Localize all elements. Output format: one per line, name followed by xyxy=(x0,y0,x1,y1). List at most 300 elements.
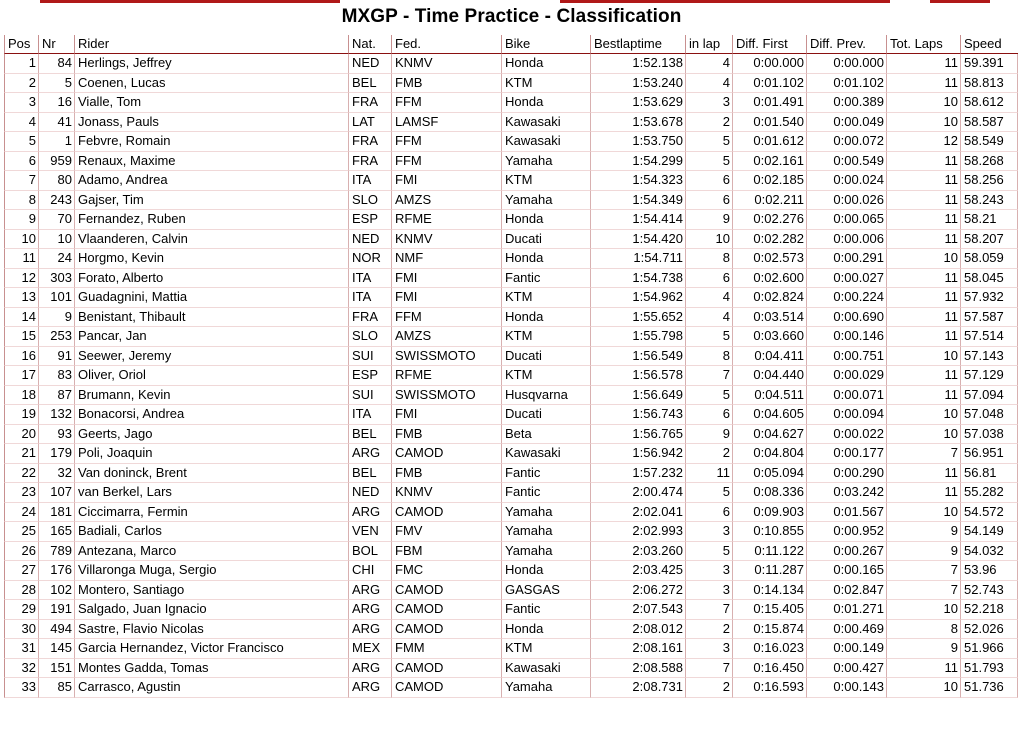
cell-nat: ITA xyxy=(348,405,391,425)
cell-in-lap: 3 xyxy=(685,93,732,113)
cell-rider: Adamo, Andrea xyxy=(74,171,348,191)
cell-diff-first: 0:01.540 xyxy=(732,113,806,133)
cell-bestlaptime: 1:53.750 xyxy=(590,132,685,152)
table-row xyxy=(4,581,1018,601)
cell-rider: Geerts, Jago xyxy=(74,425,348,445)
cell-speed: 52.743 xyxy=(960,581,1018,601)
cell-rider: Renaux, Maxime xyxy=(74,152,348,172)
cell-bike: Fantic xyxy=(501,600,590,620)
cell-diff-first: 0:16.450 xyxy=(732,659,806,679)
cell-diff-prev: 0:00.065 xyxy=(806,210,886,230)
cell-bestlaptime: 1:55.798 xyxy=(590,327,685,347)
cell-nr: 243 xyxy=(38,191,74,211)
cell-diff-first: 0:02.276 xyxy=(732,210,806,230)
cell-tot-laps: 10 xyxy=(886,678,960,698)
table-row xyxy=(4,54,1018,74)
cell-tot-laps: 11 xyxy=(886,659,960,679)
cell-rider: Guadagnini, Mattia xyxy=(74,288,348,308)
header-in-lap: in lap xyxy=(685,35,732,54)
cell-tot-laps: 11 xyxy=(886,386,960,406)
cell-tot-laps: 10 xyxy=(886,93,960,113)
table-row xyxy=(4,659,1018,679)
cell-nr: 181 xyxy=(38,503,74,523)
cell-fed: CAMOD xyxy=(391,620,501,640)
cell-diff-prev: 0:00.469 xyxy=(806,620,886,640)
cell-in-lap: 9 xyxy=(685,210,732,230)
header-nr: Nr xyxy=(38,35,74,54)
cell-bike: KTM xyxy=(501,327,590,347)
cell-fed: FMV xyxy=(391,522,501,542)
cell-bike: KTM xyxy=(501,288,590,308)
cell-bike: Yamaha xyxy=(501,152,590,172)
table-row xyxy=(4,639,1018,659)
cell-bestlaptime: 1:54.349 xyxy=(590,191,685,211)
cell-tot-laps: 11 xyxy=(886,269,960,289)
cell-tot-laps: 10 xyxy=(886,249,960,269)
cell-diff-first: 0:09.903 xyxy=(732,503,806,523)
cell-bike: Yamaha xyxy=(501,522,590,542)
cell-nat: FRA xyxy=(348,152,391,172)
cell-tot-laps: 7 xyxy=(886,561,960,581)
cell-tot-laps: 10 xyxy=(886,405,960,425)
table-row xyxy=(4,347,1018,367)
cell-speed: 55.282 xyxy=(960,483,1018,503)
cell-nat: SUI xyxy=(348,386,391,406)
cell-fed: CAMOD xyxy=(391,678,501,698)
cell-bike: Honda xyxy=(501,308,590,328)
cell-rider: Benistant, Thibault xyxy=(74,308,348,328)
cell-fed: FFM xyxy=(391,152,501,172)
cell-tot-laps: 10 xyxy=(886,425,960,445)
cell-fed: LAMSF xyxy=(391,113,501,133)
cell-diff-prev: 0:00.224 xyxy=(806,288,886,308)
cell-pos: 33 xyxy=(4,678,38,698)
cell-speed: 58.587 xyxy=(960,113,1018,133)
cell-nr: 176 xyxy=(38,561,74,581)
header-rider: Rider xyxy=(74,35,348,54)
cell-diff-first: 0:02.185 xyxy=(732,171,806,191)
cell-nr: 93 xyxy=(38,425,74,445)
cell-nat: BOL xyxy=(348,542,391,562)
cell-pos: 7 xyxy=(4,171,38,191)
classification-table xyxy=(4,35,1018,698)
cell-bike: Ducati xyxy=(501,405,590,425)
cell-diff-prev: 0:00.000 xyxy=(806,54,886,74)
cell-bike: Fantic xyxy=(501,269,590,289)
cell-rider: Villaronga Muga, Sergio xyxy=(74,561,348,581)
cell-pos: 26 xyxy=(4,542,38,562)
cell-tot-laps: 10 xyxy=(886,600,960,620)
cell-nat: ARG xyxy=(348,678,391,698)
cell-tot-laps: 10 xyxy=(886,113,960,133)
cell-bike: Kawasaki xyxy=(501,444,590,464)
cell-pos: 9 xyxy=(4,210,38,230)
cell-tot-laps: 10 xyxy=(886,347,960,367)
cell-in-lap: 7 xyxy=(685,366,732,386)
cell-nat: BEL xyxy=(348,74,391,94)
cell-bestlaptime: 2:08.731 xyxy=(590,678,685,698)
cell-in-lap: 4 xyxy=(685,288,732,308)
cell-speed: 58.21 xyxy=(960,210,1018,230)
cell-fed: NMF xyxy=(391,249,501,269)
cell-bestlaptime: 1:56.649 xyxy=(590,386,685,406)
cell-speed: 51.793 xyxy=(960,659,1018,679)
cell-rider: Jonass, Pauls xyxy=(74,113,348,133)
header-bestlaptime: Bestlaptime xyxy=(590,35,685,54)
cell-nr: 303 xyxy=(38,269,74,289)
cell-pos: 16 xyxy=(4,347,38,367)
cell-diff-first: 0:15.405 xyxy=(732,600,806,620)
cell-speed: 52.026 xyxy=(960,620,1018,640)
cell-diff-prev: 0:00.427 xyxy=(806,659,886,679)
cell-nr: 191 xyxy=(38,600,74,620)
header-fed: Fed. xyxy=(391,35,501,54)
cell-nat: NED xyxy=(348,230,391,250)
cell-tot-laps: 12 xyxy=(886,132,960,152)
cell-diff-prev: 0:00.072 xyxy=(806,132,886,152)
cell-diff-first: 0:14.134 xyxy=(732,581,806,601)
cell-speed: 57.587 xyxy=(960,308,1018,328)
cell-bike: Ducati xyxy=(501,347,590,367)
cell-pos: 29 xyxy=(4,600,38,620)
cell-nat: VEN xyxy=(348,522,391,542)
cell-pos: 18 xyxy=(4,386,38,406)
cell-in-lap: 2 xyxy=(685,678,732,698)
cell-diff-first: 0:04.411 xyxy=(732,347,806,367)
cell-diff-prev: 0:00.143 xyxy=(806,678,886,698)
cell-diff-first: 0:10.855 xyxy=(732,522,806,542)
cell-speed: 57.129 xyxy=(960,366,1018,386)
cell-diff-prev: 0:00.071 xyxy=(806,386,886,406)
cell-speed: 56.81 xyxy=(960,464,1018,484)
cell-nat: SUI xyxy=(348,347,391,367)
cell-pos: 20 xyxy=(4,425,38,445)
cell-nr: 165 xyxy=(38,522,74,542)
cell-nr: 41 xyxy=(38,113,74,133)
cell-nr: 132 xyxy=(38,405,74,425)
cell-diff-first: 0:01.102 xyxy=(732,74,806,94)
cell-pos: 31 xyxy=(4,639,38,659)
cell-fed: FFM xyxy=(391,308,501,328)
cell-diff-prev: 0:00.751 xyxy=(806,347,886,367)
cell-rider: Vlaanderen, Calvin xyxy=(74,230,348,250)
cell-speed: 52.218 xyxy=(960,600,1018,620)
header-nat: Nat. xyxy=(348,35,391,54)
cell-pos: 19 xyxy=(4,405,38,425)
cell-speed: 58.612 xyxy=(960,93,1018,113)
cell-tot-laps: 8 xyxy=(886,620,960,640)
cell-pos: 5 xyxy=(4,132,38,152)
cell-rider: Montero, Santiago xyxy=(74,581,348,601)
cell-tot-laps: 11 xyxy=(886,152,960,172)
table-row xyxy=(4,425,1018,445)
cell-fed: SWISSMOTO xyxy=(391,347,501,367)
cell-nr: 70 xyxy=(38,210,74,230)
cell-in-lap: 4 xyxy=(685,74,732,94)
cell-bike: Honda xyxy=(501,93,590,113)
cell-in-lap: 11 xyxy=(685,464,732,484)
cell-pos: 8 xyxy=(4,191,38,211)
cell-nat: FRA xyxy=(348,132,391,152)
cell-pos: 32 xyxy=(4,659,38,679)
cell-speed: 56.951 xyxy=(960,444,1018,464)
cell-rider: Salgado, Juan Ignacio xyxy=(74,600,348,620)
cell-bestlaptime: 2:08.161 xyxy=(590,639,685,659)
cell-rider: Poli, Joaquin xyxy=(74,444,348,464)
cell-fed: SWISSMOTO xyxy=(391,386,501,406)
cell-in-lap: 4 xyxy=(685,308,732,328)
cell-diff-first: 0:03.660 xyxy=(732,327,806,347)
cell-pos: 4 xyxy=(4,113,38,133)
cell-bike: KTM xyxy=(501,639,590,659)
cell-nr: 32 xyxy=(38,464,74,484)
table-row xyxy=(4,327,1018,347)
cell-bike: Kawasaki xyxy=(501,113,590,133)
cell-nr: 24 xyxy=(38,249,74,269)
cell-tot-laps: 9 xyxy=(886,522,960,542)
cell-pos: 12 xyxy=(4,269,38,289)
table-row xyxy=(4,230,1018,250)
cell-fed: RFME xyxy=(391,210,501,230)
cell-bike: Fantic xyxy=(501,483,590,503)
table-body xyxy=(4,54,1018,698)
cell-pos: 6 xyxy=(4,152,38,172)
cell-rider: Pancar, Jan xyxy=(74,327,348,347)
cell-nr: 107 xyxy=(38,483,74,503)
cell-fed: FMI xyxy=(391,288,501,308)
cell-bestlaptime: 1:52.138 xyxy=(590,54,685,74)
cell-bestlaptime: 1:53.240 xyxy=(590,74,685,94)
cell-bike: Husqvarna xyxy=(501,386,590,406)
cell-nat: ESP xyxy=(348,210,391,230)
cell-diff-first: 0:16.593 xyxy=(732,678,806,698)
cell-speed: 54.032 xyxy=(960,542,1018,562)
cell-nat: LAT xyxy=(348,113,391,133)
cell-fed: CAMOD xyxy=(391,503,501,523)
cell-bestlaptime: 1:57.232 xyxy=(590,464,685,484)
table-row xyxy=(4,308,1018,328)
cell-speed: 57.932 xyxy=(960,288,1018,308)
cell-pos: 13 xyxy=(4,288,38,308)
cell-diff-first: 0:04.627 xyxy=(732,425,806,445)
cell-bestlaptime: 1:56.578 xyxy=(590,366,685,386)
cell-pos: 1 xyxy=(4,54,38,74)
cell-in-lap: 5 xyxy=(685,542,732,562)
cell-rider: Sastre, Flavio Nicolas xyxy=(74,620,348,640)
cell-diff-prev: 0:03.242 xyxy=(806,483,886,503)
cell-bike: Honda xyxy=(501,561,590,581)
header-diff-first: Diff. First xyxy=(732,35,806,54)
cell-bike: Honda xyxy=(501,249,590,269)
cell-tot-laps: 11 xyxy=(886,327,960,347)
header-stripe-segment xyxy=(560,0,890,3)
cell-diff-prev: 0:00.149 xyxy=(806,639,886,659)
cell-tot-laps: 11 xyxy=(886,74,960,94)
cell-bike: Fantic xyxy=(501,464,590,484)
cell-diff-first: 0:02.211 xyxy=(732,191,806,211)
cell-bestlaptime: 1:54.414 xyxy=(590,210,685,230)
cell-speed: 58.268 xyxy=(960,152,1018,172)
cell-bestlaptime: 1:54.962 xyxy=(590,288,685,308)
cell-rider: van Berkel, Lars xyxy=(74,483,348,503)
cell-speed: 51.966 xyxy=(960,639,1018,659)
cell-nr: 789 xyxy=(38,542,74,562)
cell-fed: CAMOD xyxy=(391,444,501,464)
cell-pos: 24 xyxy=(4,503,38,523)
cell-in-lap: 6 xyxy=(685,269,732,289)
cell-diff-prev: 0:00.049 xyxy=(806,113,886,133)
cell-tot-laps: 11 xyxy=(886,171,960,191)
cell-fed: FFM xyxy=(391,93,501,113)
table-row xyxy=(4,191,1018,211)
cell-rider: Ciccimarra, Fermin xyxy=(74,503,348,523)
cell-diff-prev: 0:00.952 xyxy=(806,522,886,542)
cell-nat: FRA xyxy=(348,308,391,328)
cell-diff-first: 0:11.287 xyxy=(732,561,806,581)
header-pos: Pos xyxy=(4,35,38,54)
cell-nat: ESP xyxy=(348,366,391,386)
cell-nr: 80 xyxy=(38,171,74,191)
cell-in-lap: 7 xyxy=(685,659,732,679)
cell-in-lap: 2 xyxy=(685,620,732,640)
cell-bestlaptime: 1:54.711 xyxy=(590,249,685,269)
table-row xyxy=(4,600,1018,620)
cell-in-lap: 6 xyxy=(685,405,732,425)
cell-tot-laps: 11 xyxy=(886,230,960,250)
cell-rider: Horgmo, Kevin xyxy=(74,249,348,269)
cell-nat: ARG xyxy=(348,581,391,601)
cell-nat: ARG xyxy=(348,444,391,464)
cell-speed: 58.813 xyxy=(960,74,1018,94)
table-row xyxy=(4,93,1018,113)
header-stripe-segment xyxy=(40,0,340,3)
cell-speed: 57.514 xyxy=(960,327,1018,347)
cell-rider: Fernandez, Ruben xyxy=(74,210,348,230)
cell-bike: Yamaha xyxy=(501,542,590,562)
cell-speed: 57.094 xyxy=(960,386,1018,406)
cell-bestlaptime: 1:56.743 xyxy=(590,405,685,425)
cell-nat: BEL xyxy=(348,425,391,445)
cell-bestlaptime: 1:53.629 xyxy=(590,93,685,113)
cell-bike: KTM xyxy=(501,366,590,386)
cell-nr: 84 xyxy=(38,54,74,74)
cell-diff-prev: 0:00.389 xyxy=(806,93,886,113)
table-row xyxy=(4,210,1018,230)
table-row xyxy=(4,678,1018,698)
cell-nat: NED xyxy=(348,54,391,74)
cell-nat: SLO xyxy=(348,327,391,347)
table-row xyxy=(4,74,1018,94)
table-row xyxy=(4,132,1018,152)
cell-nat: SLO xyxy=(348,191,391,211)
cell-pos: 14 xyxy=(4,308,38,328)
cell-rider: Gajser, Tim xyxy=(74,191,348,211)
cell-pos: 15 xyxy=(4,327,38,347)
cell-bestlaptime: 2:06.272 xyxy=(590,581,685,601)
cell-bestlaptime: 2:03.260 xyxy=(590,542,685,562)
cell-in-lap: 5 xyxy=(685,386,732,406)
table-row xyxy=(4,113,1018,133)
cell-diff-first: 0:01.612 xyxy=(732,132,806,152)
cell-nr: 494 xyxy=(38,620,74,640)
cell-nr: 102 xyxy=(38,581,74,601)
cell-nat: NOR xyxy=(348,249,391,269)
table-row xyxy=(4,464,1018,484)
cell-diff-first: 0:02.600 xyxy=(732,269,806,289)
cell-in-lap: 5 xyxy=(685,327,732,347)
cell-in-lap: 2 xyxy=(685,444,732,464)
cell-fed: FMC xyxy=(391,561,501,581)
table-header-row xyxy=(4,35,1018,54)
cell-fed: KNMV xyxy=(391,230,501,250)
cell-pos: 28 xyxy=(4,581,38,601)
cell-diff-first: 0:02.824 xyxy=(732,288,806,308)
cell-diff-prev: 0:00.024 xyxy=(806,171,886,191)
cell-bike: KTM xyxy=(501,171,590,191)
cell-speed: 58.059 xyxy=(960,249,1018,269)
cell-diff-first: 0:15.874 xyxy=(732,620,806,640)
cell-speed: 58.207 xyxy=(960,230,1018,250)
cell-rider: Vialle, Tom xyxy=(74,93,348,113)
cell-nat: CHI xyxy=(348,561,391,581)
cell-bestlaptime: 2:00.474 xyxy=(590,483,685,503)
cell-diff-first: 0:02.161 xyxy=(732,152,806,172)
cell-nat: ITA xyxy=(348,171,391,191)
cell-speed: 59.391 xyxy=(960,54,1018,74)
cell-fed: RFME xyxy=(391,366,501,386)
cell-in-lap: 9 xyxy=(685,425,732,445)
cell-bestlaptime: 1:53.678 xyxy=(590,113,685,133)
cell-pos: 25 xyxy=(4,522,38,542)
cell-diff-prev: 0:00.290 xyxy=(806,464,886,484)
cell-diff-first: 0:01.491 xyxy=(732,93,806,113)
cell-bike: KTM xyxy=(501,74,590,94)
cell-diff-prev: 0:00.177 xyxy=(806,444,886,464)
cell-pos: 10 xyxy=(4,230,38,250)
cell-bestlaptime: 2:02.041 xyxy=(590,503,685,523)
cell-bike: Yamaha xyxy=(501,191,590,211)
cell-fed: FMI xyxy=(391,405,501,425)
cell-rider: Antezana, Marco xyxy=(74,542,348,562)
cell-in-lap: 5 xyxy=(685,132,732,152)
cell-bestlaptime: 1:56.765 xyxy=(590,425,685,445)
cell-nat: ITA xyxy=(348,269,391,289)
cell-bestlaptime: 1:55.652 xyxy=(590,308,685,328)
table-row xyxy=(4,405,1018,425)
cell-nr: 1 xyxy=(38,132,74,152)
cell-bike: Beta xyxy=(501,425,590,445)
table-row xyxy=(4,444,1018,464)
cell-tot-laps: 7 xyxy=(886,444,960,464)
cell-in-lap: 6 xyxy=(685,171,732,191)
cell-diff-prev: 0:01.271 xyxy=(806,600,886,620)
cell-nat: ARG xyxy=(348,620,391,640)
table-row xyxy=(4,249,1018,269)
cell-fed: FMB xyxy=(391,74,501,94)
cell-diff-first: 0:00.000 xyxy=(732,54,806,74)
header-diff-prev: Diff. Prev. xyxy=(806,35,886,54)
cell-nr: 179 xyxy=(38,444,74,464)
cell-fed: KNMV xyxy=(391,483,501,503)
table-row xyxy=(4,542,1018,562)
cell-fed: KNMV xyxy=(391,54,501,74)
table-row xyxy=(4,366,1018,386)
cell-in-lap: 6 xyxy=(685,191,732,211)
cell-diff-first: 0:04.440 xyxy=(732,366,806,386)
cell-bike: Kawasaki xyxy=(501,659,590,679)
cell-pos: 27 xyxy=(4,561,38,581)
cell-pos: 23 xyxy=(4,483,38,503)
